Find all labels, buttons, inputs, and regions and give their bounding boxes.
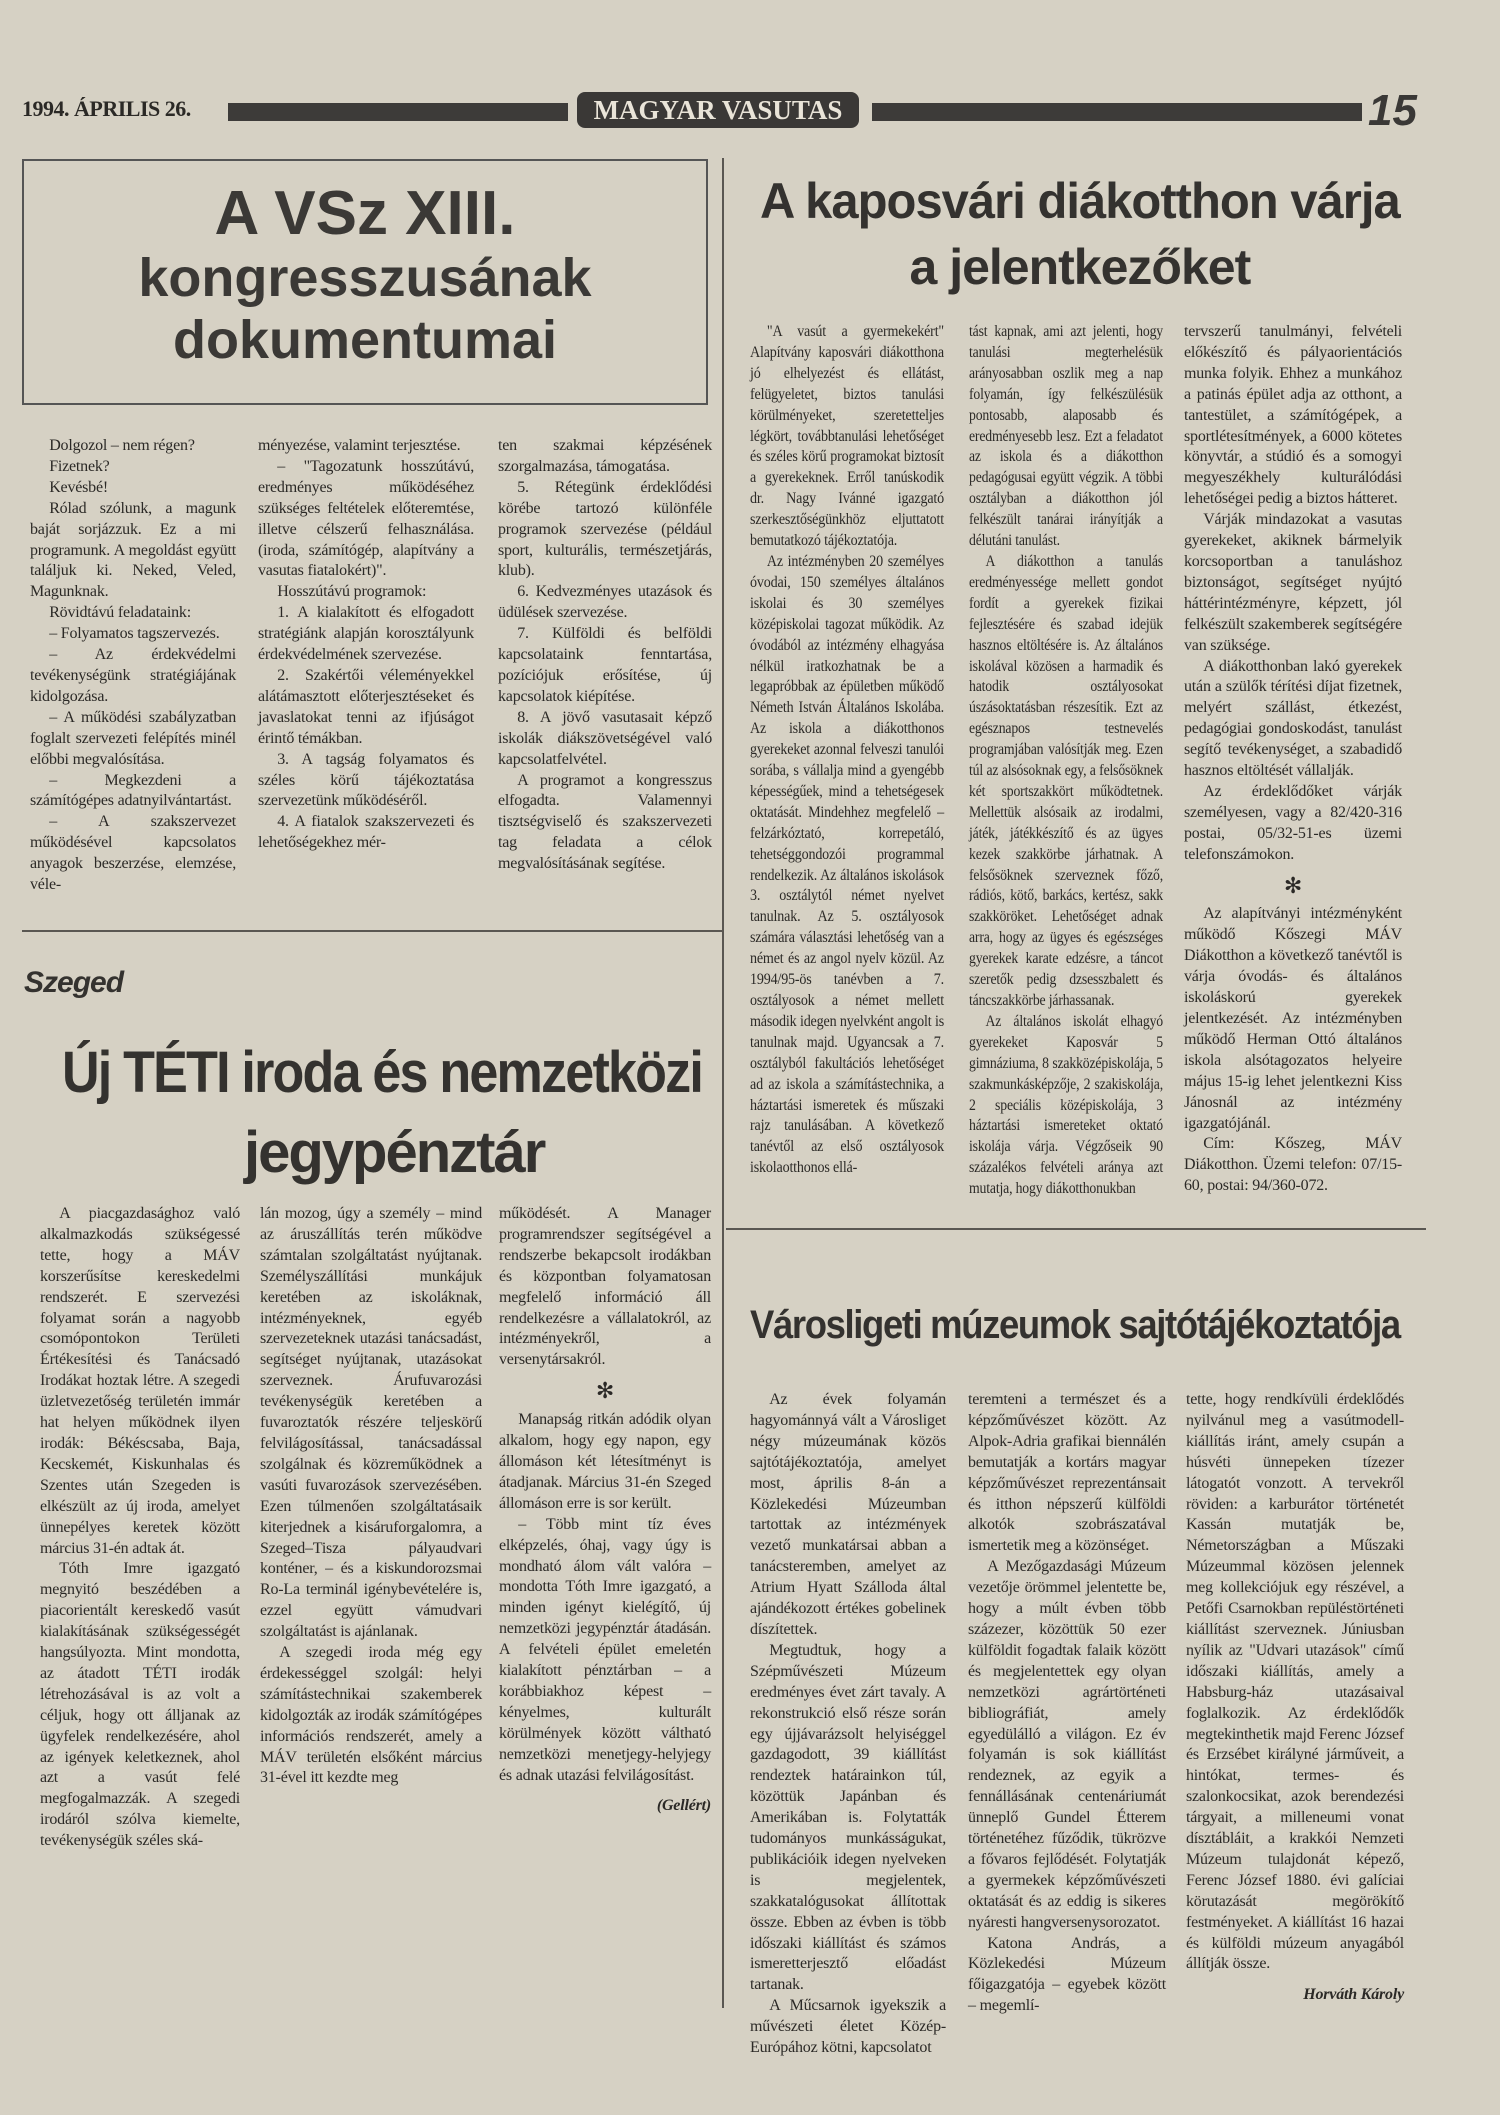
paragraph: – Megkezdeni a számítógépes adatnyilvántartást. — [30, 771, 236, 810]
teti-col3-part1 — [499, 1204, 711, 1371]
paragraph: Hosszútávú programok: — [277, 583, 427, 601]
paragraph: 7. Külföldi és belföldi kapcsolataink fenntartása, pozíciójuk erősítése, új kapcsolatok kiépítése. — [498, 625, 712, 705]
paragraph: Rólad szólunk, a magunk baját sorjázzuk. Ez a mi programunk. A megoldást együtt találjuk ki. Neked, Veled, Magunknak. — [30, 499, 236, 601]
varosliget-headline — [745, 1300, 1405, 1350]
paragraph: tervszerű tanulmányi, felvételi előkészítő és pályaorientációs munka folyik. Ehhez a munkához a patinás épület adja az otthont, a tantestület, a számítógépek, a sportlétesítmények, a 6000 kötetes könyvtár, a stúdió és a somogyi megyeszékhely kulturálódási lehetőségei pedig a biztos hátteret. — [1184, 323, 1402, 508]
headline-line: dokumentumai — [172, 310, 558, 370]
header-rule-right — [872, 103, 1362, 121]
kaposvar-headline — [755, 168, 1405, 300]
paragraph: teremteni a természet és a képzőművészet között. Az Alpok-Adria grafikai biennálén bemutatják a kortárs magyar képzőművészet reprezentánsait és itthon népszerű külföldi alkotók szobrászatával ismertetik meg a közönséget. — [968, 1391, 1166, 1555]
paragraph: ményezése, valamint terjesztése. — [258, 437, 461, 454]
kaposvar-col3-part1 — [1184, 322, 1402, 866]
issue-date: 1994. ÁPRILIS 26. — [22, 96, 191, 121]
paragraph: Az általános iskolát elhagyó gyerekeket Kaposvár 5 gimnáziuma, 8 szakközépiskolája, 5 szakmunkásképzője, 2 szakiskolája, 2 speciális középiskolája, 3 háztartási ismereteket oktató iskolája várja. Végzőseik 90 százalékos felvételi aránya azt mutatja, hogy diákotthonukban — [969, 1012, 1163, 1198]
paragraph: Várják mindazokat a vasutas gyerekeket, akiknek bármelyik korcsoportban a tanuláshoz biztonságot, segítséget nyújtó háttérintézményre, képzett, jól felkészült szakemberek segítségére van szüksége. — [1184, 511, 1402, 654]
paragraph: "A vasút a gyermekekért" Alapítvány kaposvári diákotthona jó elhelyezést és ellátást, felügyeletet, biztos tanulási körülményeket, szeretetteljes légkört, továbbtanulási lehetőséget és széles körű programokat biztosít a gyerekeknek. Erről tanúskodik dr. Nagy Ivánné igazgató szerkesztőségünkhöz eljuttatott bemutatkozó tájékoztatója. — [750, 323, 944, 550]
paragraph: – "Tagozatunk hosszútávú, eredményes működéséhez szükséges feltételek előteremtése, illetve célszerű felhasználása. (iroda, számítógép, alapítvány a vasutas fiatalokért)". — [258, 457, 474, 580]
teti-column-3 — [499, 1204, 711, 1817]
paragraph: A programot a kongresszus elfogadta. Valamennyi tisztségviselő és szakszervezeti tag feladata a célok megvalósításának segítése. — [498, 771, 712, 873]
paragraph: 6. Kedvezményes utazások és üdülések szervezése. — [498, 583, 712, 622]
varosliget-column-1 — [750, 1390, 946, 2059]
teti-column-1 — [40, 1204, 240, 1852]
paragraph: A Mezőgazdasági Múzeum vezetője örömmel jelentette be, hogy a múlt évben több százezer, közöttük 50 ezer külföldit fogadtak falaik között és megjelentettek egy olyan nemzetközi agrártörténeti bibliográfiát, amely egyedülálló a világon. Ez év folyamán is sok kiállítást rendeznek, az egyik a fennállásának centenáriumát ünneplő Gundel Étterem történetéhez fűződik, tükrözve a fővaros fejlődését. Folytatják a gyermekek képzőművészeti oktatását és az eddig is sikeres nyáresti hangversenysorozatot. — [968, 1558, 1166, 1931]
paragraph: Tóth Imre igazgató megnyitó beszédében a piacorientált kereskedő vasút kialakításának szükségességét hangsúlyozta. Mint mondotta, az átadott TÉTI irodák létrehozásával is az volt a céljuk, hogy ott álljanak az ügyfelek rendelkezésére, ahol az igények keletkeznek, ahol azt a vasút felé megfogalmazzák. A szegedi irodáról szólva kiemelte, tevékenységük széles ská- — [40, 1560, 240, 1850]
vsz-column-3 — [498, 436, 712, 875]
section-rule — [726, 1228, 1426, 1230]
paragraph: – A működési szabályzatban foglalt szervezeti felépítés minél előbbi megvalósítása. — [30, 708, 236, 768]
headline-line-2 — [244, 1120, 544, 1186]
article-kicker: Szeged — [24, 966, 124, 999]
paragraph: – Az érdekvédelmi tevékenységünk stratégiájának kidolgozása. — [30, 646, 236, 705]
asterisk-separator: ✻ — [1283, 872, 1303, 898]
kaposvar-col3-part2 — [1184, 904, 1402, 1197]
section-rule — [22, 930, 722, 932]
paragraph: 5. Rétegünk érdeklődési körébe tartozó különféle programok szervezése (például sport, kulturális, természetjárás, klub). — [498, 478, 712, 580]
masthead-logo: MAGYAR VASUTAS — [577, 92, 859, 128]
paragraph: 4. A fiatalok szakszervezeti és lehetőségekhez mér- — [258, 813, 474, 852]
paragraph: A diákotthonban lakó gyerekek után a szülők térítési díjat fizetnek, melyért szállást, étkezést, pedagógiai gondoskodást, tanulást segítő tevékenységet, a szabadidő hasznos eltöltését vállalják. — [1184, 657, 1402, 780]
headline-text: Új TÉTI iroda és nemzetközi — [62, 1040, 703, 1105]
paragraph: Az intézményben 20 személyes óvodai, 150 személyes általános iskolai és 30 személyes középiskolai tagozat működik. Az óvodából az intézmény elhagyása nélkül iratkozhatnak be a legapróbbak az épületben működő Németh István Általános Iskolába. Az iskola a diákotthonos gyerekeket azonnal felveszi tanulói sorába, s vállalja mind a gyengébb képességűek, mind a tehetségesek oktatását. Mindehhez megfelelő – felzárkóztató, korrepetáló, tehetséggondozói programmal rendelkezik. Az általános iskolások 3. osztálytól német nyelvet tanulnak. Az 5. osztályosok számára választási lehetőség van a német és az angol nyelv közül. Az 1994/95-ös tanévben a 7. osztályosok a német mellett második idegen nyelvként angolt is tanulnak majd. Ugyancsak a 7. osztályból fakultációs lehetőséget ad az iskola a számítástechnika, a háztartási ismeretek és műszaki rajz tanulásában. A következő tanévtől az első osztályosok iskolaotthonos ellá- — [750, 552, 944, 1177]
teti-column-2 — [260, 1204, 482, 1789]
paragraph: Cím: Kőszeg, MÁV Diákotthon. Üzemi telefon: 07/15-60, postai: 94/360-072. — [1184, 1135, 1402, 1195]
asterisk-separator: ✻ — [595, 1378, 615, 1404]
paragraph: tást kapnak, ami azt jelenti, hogy tanulási megterhelésük arányosabban oszlik meg a nap folyamán, így felkészülésük pontosabb, alaposabb és eredményesebb lesz. Ezt a feladatot az iskola és a diákotthon pedagógusai együtt végzik. A többi osztályban a diákotthon jól felkészült tanárai irányítják a délutáni tanulást. — [969, 323, 1163, 550]
paragraph: ten szakmai képzésének szorgalmazása, támogatása. — [498, 437, 712, 475]
paragraph: Az évek folyamán hagyománnyá vált a Városliget négy múzeumának közös sajtótájékoztatója, amelyet most, április 8-án a Közlekedési Múzeumban tartottak az intézmények vezető munkatársai abban a tanácsteremben, amelyet az Atrium Hyatt Szálloda által ajándékozott értékes gobelinek díszítettek. — [750, 1391, 946, 1638]
headline-text: Városligeti múzeumok sajtótájékoztatója — [750, 1303, 1400, 1347]
headline-line: kongresszusának — [138, 248, 592, 308]
headline-row — [755, 168, 1405, 234]
kaposvar-column-2 — [969, 322, 1163, 1200]
paragraph: Kevésbé! — [49, 478, 109, 496]
vsz-column-1 — [30, 436, 236, 896]
headline-line-1 — [62, 1040, 775, 1106]
teti-col3-part2 — [499, 1410, 711, 1786]
headline-line: a jelentkezőket — [909, 239, 1251, 295]
paragraph: – Több mint tíz éves elképzelés, óhaj, vagy úgy is mondható álom vált valóra – mondotta Tóth Imre igazgató, a minden igényt kielégítő, új nemzetközi jegypénztár átadásán. A felvételi épület emeletén kialakított pénztárban – a korábbiakhoz képest – kényelmes, kulturált körülmények között váltható nemzetközi menetjegy-helyjegy és adnak utazási felvilágosítást. — [499, 1515, 711, 1784]
paragraph: A szegedi iroda még egy érdekességgel szolgál: helyi számítástechnikai szakemberek kidolgozták az irodák számítógépes információs rendszerét, amely a MÁV területén elsőként március 31-ével itt kezdte meg — [260, 1644, 483, 1787]
varosliget-col3-text — [1186, 1390, 1404, 1975]
paragraph: – Folyamatos tagszervezés. — [49, 625, 220, 643]
paragraph: – A szakszervezet működésével kapcsolatos anyagok beszerzése, elemzése, véle- — [30, 813, 236, 894]
kaposvar-column-1 — [750, 322, 944, 1179]
headline-line: A VSz XIII. — [214, 179, 516, 248]
paragraph: Az érdeklődőket várják személyesen, vagy a 82/420-316 postai, 05/32-51-es üzemi telefonszámokon. — [1184, 782, 1402, 863]
paragraph: 2. Szakértői véleményekkel alátámasztott előterjesztéseket és javaslatokat tenni az ifjúságot érintő témákban. — [258, 666, 474, 747]
vsz-column-2 — [258, 436, 474, 854]
page-number: 15 — [1368, 86, 1417, 135]
paragraph: A piacgazdasághoz való alkalmazkodás szükségessé tette, hogy a MÁV korszerűsítse kereskedelmi rendszerét. E szervezési folyamat során a nagyobb csomópontokon Területi Értékesítési és Tanácsadó Irodákat hoztak létre. A szegedi üzletvezetőség területén immár hat helyen működnek ilyen irodák: Békéscsaba, Baja, Kecskemét, Kiskunhalas és Szentes után Szegeden is elkészült az új iroda, amelyet ünnepélyes keretek között március 31-én adtak át. — [40, 1205, 240, 1557]
paragraph: működését. A Manager programrendszer segítségével a rendszerbe bekapcsolt irodákban és központban folyamatosan megfelelő információ áll rendelkezésre a vállalatokról, az intézményekről, a versenytársakról. — [499, 1205, 711, 1369]
paragraph: tette, hogy rendkívüli érdeklődés nyilvánul meg a vasútmodell-kiállítás iránt, amely csupán a húsvéti ünnepeken tízezer látogatót vonzott. A tervekről röviden: a karburátor történetét Kassán mutatják be, Németországban a Műszaki Múzeummal közösen jelennek meg kollekciójuk egy részével, a Petőfi Csarnokban repüléstörténeti kiállítást szerveznek. Júniusban nyílik az "Udvari utazások" című időszaki kiállítás, amely a Habsburg-ház utazásaival foglalkozik. Az érdeklődők megtekinthetik majd Ferenc József és Erzsébet királyné járműveit, a hintókat, termes- és szalonkocsikat, azok berendezési tárgyait, a milleneumi vonat dísztábláit, a krakkói Nemzeti Múzeum tulajdonát képező, Ferenc József 1880. évi galíciai körutazását megörökítő festményeket. A kiállítást 16 hazai és külföldi múzeum anyagából állítják össze. — [1186, 1391, 1404, 1973]
headline-row — [755, 234, 1405, 300]
author-signature: (Gellért) — [656, 1797, 711, 1815]
paragraph: Megtudtuk, hogy a Szépművészeti Múzeum eredményes évet zárt tavaly. A rekonstrukció első része során egy újjávarázsolt helyiséggel gazdagodott, 39 kiállítást rendeztek határainkon túl, közöttük Japánban és Amerikában is. Folytatták tudományos munkásságukat, publikációik idegen nyelveken is megjelentek, szakkatalógusokat állítottak össze. Ebben az évben is több időszaki kiállítást és számos ismeretterjesztő előadást tartanak. — [750, 1641, 946, 1994]
header-rule-left — [228, 103, 568, 121]
vsz-headline-box — [22, 159, 708, 405]
paragraph: Az alapítványi intézményként működő Kőszegi MÁV Diákotthon a következő tanévtől is várja óvodás- és általános iskoláskorú gyerekek jelentkezését. Az intézményben működő Herman Ottó általános iskola alsótagozatos helyeire május 15-ig lehet jelentkezni Kiss Jánosnál az intézmény igazgatójánál. — [1184, 905, 1402, 1132]
varosliget-column-3 — [1186, 1390, 1404, 2006]
paragraph: Rövidtávú feladataink: — [49, 604, 191, 622]
paragraph: 3. A tagság folyamatos és széles körű tájékoztatása szervezetünk működéséről. — [258, 750, 474, 810]
paragraph: 1. A kialakított és elfogadott stratégiánk alapján korosztályunk érdekvédelmének szervezése. — [258, 604, 474, 664]
paragraph: Manapság ritkán adódik olyan alkalom, hogy egy napon, egy állomáson két létesítményt is átadjanak. Március 31-én Szeged állomáson erre is sor került. — [499, 1411, 711, 1512]
paragraph: lán mozog, úgy a személy – mind az áruszállítás terén működve számtalan szolgáltatást nyújtanak. Személyszállítási munkájuk keretében az iskoláknak, intézményeknek, egyéb szervezeteknek utazási tanácsadást, segítséget nyújtanak, utazásokat szerveznek. Árufuvarozási tevékenységük keretében a fuvaroztatók részére teljeskörű felvilágosítással, tanácsadással szolgálnak és közreműködnek a vasúti fuvarozások szervezésében. Ezen túlmenően szolgáltatásaik kiterjednek a kisáruforgalomra, a Szeged–Tisza pályaudvari konténer, – és a kiskundorozsmai Ro-La terminál igénybevételére is, ezzel együtt vámudvari szolgáltatást is ajánlanak. — [260, 1205, 482, 1641]
paragraph: A diákotthon a tanulás eredményessége mellett gondot fordít a gyerekek fizikai fejlesztésére és szabad idejük hasznos eltöltésére is. Az általános iskolával közösen a harmadik és hatodik osztályosokat úszásoktatásban részesítik. Ezt az egésznapos testnevelés programjában valósítják meg. Ezen túl az alsósoknak egy, a felsősöknek két sportszakkört működtetnek. Mellettük alsósaik az irodalmi, játék, játékkészítő és az ügyes kezek szakkörbe járhatnak. A felsősöknek szerveznek főző, rádiós, kötő, barkács, kertész, sakk szakköröket. Lehetőséget adnak arra, hogy az ügyes és egészséges gyerekek karate edzésre, a táncot szeretők pedig dzsesszbalett és táncszakkörbe járhassanak. — [969, 552, 1163, 1009]
headline-text: jegypénztár — [244, 1120, 545, 1185]
paragraph: 8. A jövő vasutasait képző iskolák diákszövetségével való kapcsolatfelvétel. — [498, 708, 712, 768]
paragraph: Dolgozol – nem régen? — [49, 437, 195, 454]
paragraph: Katona András, a Közlekedési Múzeum főigazgatója – egyebek között – megemlí- — [968, 1934, 1166, 2015]
author-signature: Horváth Károly — [1303, 1986, 1404, 2004]
headline-line: A kaposvári diákotthon várja — [760, 173, 1400, 229]
varosliget-column-2 — [968, 1390, 1166, 2017]
paragraph: A Műcsarnok igyekszik a művészeti életet Közép-Európához kötni, kapcsolatot — [750, 1997, 946, 2057]
kaposvar-column-3 — [1184, 322, 1402, 1197]
paragraph: Fizetnek? — [49, 457, 110, 475]
